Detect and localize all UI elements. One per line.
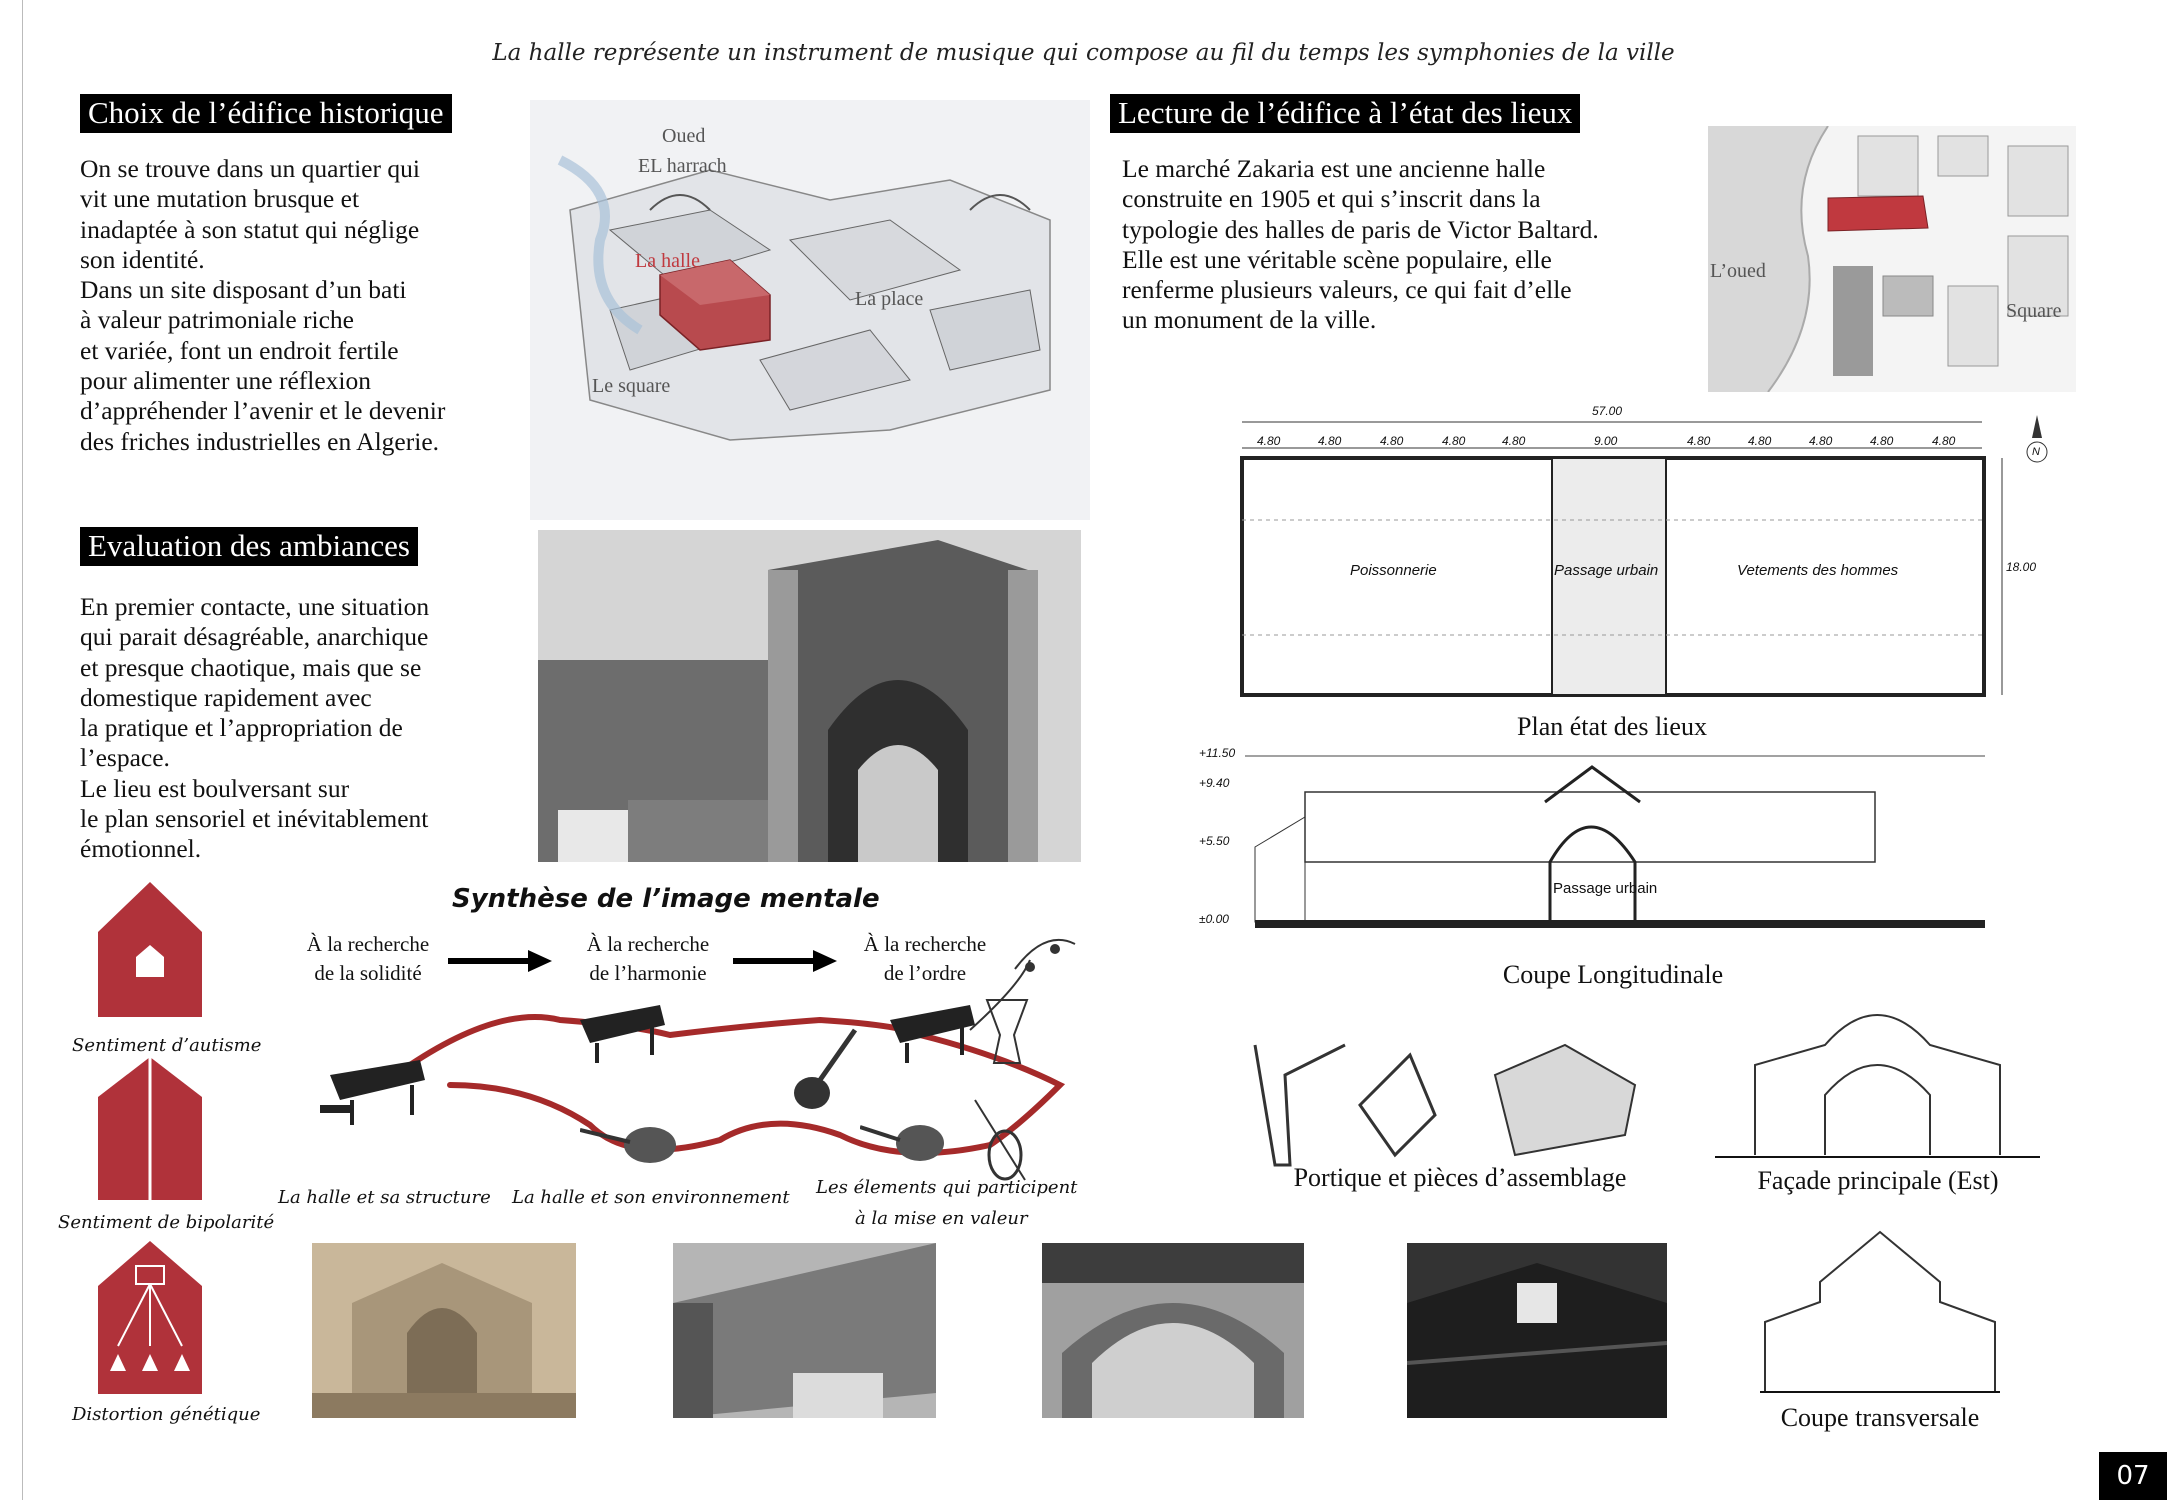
text-evaluation: En premier contacte, une situation qui parait désagréable, anarchique et presque chaotique, mais que se domestique rapidement avec la pratique et l’appropriation de l’espace. Le lieu est boulversant sur le plan sensoriel et inévitablement émotionnel. [80,592,430,864]
synthese-label: La halle et sa structure [278,1187,491,1208]
plan-dim: 4.80 [1748,434,1772,448]
sentiment-label: Sentiment d’autisme [72,1035,262,1056]
aerial-sketch [530,100,1090,520]
text-choix: On se trouve dans un quartier qui vit une mutation brusque et inadaptée à son statut qui néglige son identité. Dans un site disposant d’un bati à valeur patrimoniale riche et variée, font un endroit fertile pour alimenter une réflexion d’appréhender l’avenir et le devenir des friches industrielles en Algerie. [80,154,446,456]
aerial-label-oued: Oued [662,125,706,147]
map-label-oued: L’oued [1710,260,1766,282]
map-label-square: Square [2006,300,2062,322]
coupe-passage-label: Passage urbain [1553,880,1658,897]
coupe-level: +11.50 [1199,746,1236,760]
plan-dim: 4.80 [1502,434,1526,448]
violin-icon [965,1095,1035,1185]
plan-dim: 4.80 [1932,434,1956,448]
synthese-step-2: À la recherche de l’harmonie [586,932,710,985]
photo-side-wall [673,1243,936,1418]
plan-dim: 4.80 [1809,434,1833,448]
heading-evaluation: Evaluation des ambiances [80,527,418,566]
music-notes-icon [1010,929,1080,989]
piano-icon [570,995,670,1065]
aerial-label-halle: La halle [635,250,700,272]
synthese-title: Synthèse de l’image mentale [452,884,880,914]
aerial-label-harrach: EL harrach [638,155,727,177]
facade-drawing [1715,985,2040,1160]
plan-zone-vetements: Vetements des hommes [1737,562,1899,579]
portique-drawings [1235,1035,1645,1170]
synthese-step-1: À la recherche de la solidité [306,932,430,985]
house-tree-icon [88,1236,212,1396]
plan-dim: 4.80 [1442,434,1466,448]
synthese-step-3: À la recherche de l’ordre [863,932,987,985]
aerial-label-place: La place [855,288,924,310]
plan-dim: 9.00 [1594,434,1618,448]
caption-plan: Plan état des lieux [1517,712,1707,741]
mandolin-icon [580,1120,680,1170]
aerial-label-square: Le square [592,375,671,397]
margin-rule [22,0,23,1500]
plan-dim: 4.80 [1318,434,1342,448]
plan-total-dim: 57.00 [1592,404,1623,418]
mandolin-icon [860,1115,950,1170]
plan-zone-passage: Passage urbain [1554,562,1659,579]
photo-historic-halle [312,1243,576,1418]
photo-interior-roof [1407,1243,1667,1418]
page-tagline: La halle représente un instrument de musique qui compose au fil du temps les symphonies de la ville [492,40,1675,66]
coupe-transversale-drawing [1760,1222,2000,1394]
piano-icon [880,995,980,1065]
photo-facade-arch [1042,1243,1304,1418]
heading-lecture: Lecture de l’édifice à l’état des lieux [1110,94,1580,133]
sentiment-label: Sentiment de bipolarité [58,1212,275,1233]
plan-dim: 4.80 [1870,434,1894,448]
guitar-icon [790,1025,860,1115]
coupe-level: ±0.00 [1199,912,1229,926]
location-map [1708,126,2076,392]
piano-icon [320,1045,430,1125]
plan-dim: 4.80 [1257,434,1281,448]
caption-portique: Portique et pièces d’assemblage [1293,1163,1627,1192]
house-icon [88,877,212,1022]
plan-zone-poissonnerie: Poissonnerie [1350,562,1437,579]
text-lecture: Le marché Zakaria est une ancienne halle construite en 1905 et qui s’inscrit dans la typologie des halles de paris de Victor Baltard. Elle est une véritable scène populaire, elle renferme plusieurs valeurs, ce qui fait d’elle un monument de la ville. [1122,154,1599,335]
plan-drawing [1232,400,2082,710]
drum-icon [982,995,1032,1065]
coupe-level: +9.40 [1199,776,1230,790]
plan-dim: 4.80 [1687,434,1711,448]
north-icon: N [2032,446,2040,458]
house-split-icon [88,1052,212,1202]
plan-dim: 4.80 [1380,434,1404,448]
synthese-label: à la mise en valeur [855,1208,1028,1229]
heading-choix: Choix de l’édifice historique [80,94,452,133]
instruments-diagram [300,925,1090,1185]
sentiment-label: Distortion génétique [72,1404,261,1425]
coupe-level: +5.50 [1199,834,1230,848]
caption-facade: Façade principale (Est) [1757,1166,1999,1195]
caption-coupe: Coupe Longitudinale [1502,960,1724,989]
page-number: 07 [2099,1452,2167,1500]
synthese-label: Les élements qui participent [816,1177,1078,1198]
gate-photo [538,530,1081,862]
caption-transversale: Coupe transversale [1780,1403,1980,1432]
coupe-longitudinale-drawing [1195,742,1995,952]
plan-width-dim: 18.00 [2006,560,2037,574]
synthese-label: La halle et son environnement [512,1187,790,1208]
